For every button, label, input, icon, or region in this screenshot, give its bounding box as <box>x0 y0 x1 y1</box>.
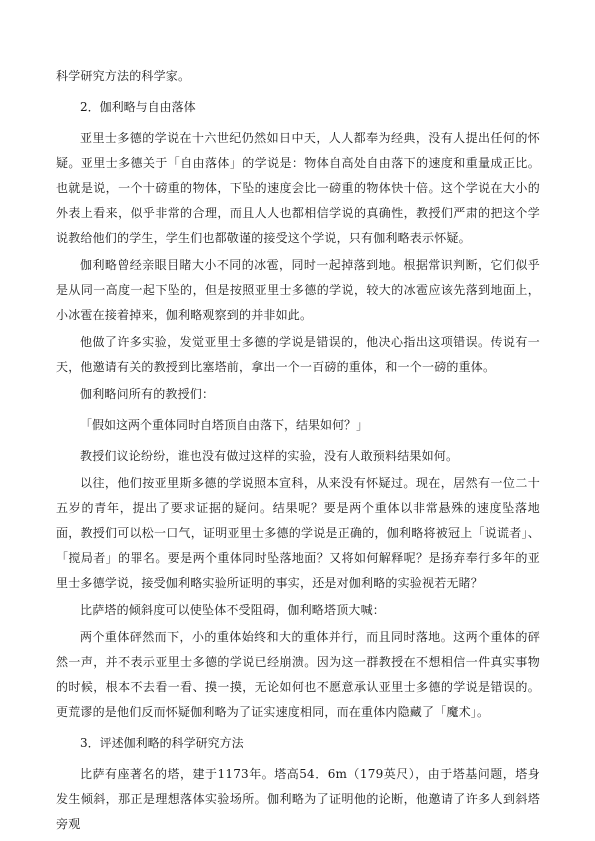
quote-question: 「假如这两个重体同时自塔顶自由落下，结果如何？」 <box>80 418 369 432</box>
section-heading-galileo-free-fall: 2．伽利略与自由落体 <box>80 100 196 114</box>
document-page <box>56 64 540 839</box>
paragraph-doubt-question: 以往，他们按亚里斯多德的学说照本宣科，从来没有怀疑过。现在，居然有一位二十五岁的青年，提出了要求证据的疑问。结果呢？要是两个重体以非常悬殊的速度坠落地面，教授们可以松一口气，证明亚里士多德的学说是正确的，伽利略将被冠上「说谎者」、「搅局者」的罪名。要是两个重体同时坠落地面？又将如何解释呢？是扬弃奉行多年的亚里士多德学说，接受伽利略实验所证明的事实，还是对伽利略的实验视若无睹？ <box>56 476 540 590</box>
paragraph-galileo-asks: 伽利略问所有的教授们： <box>80 387 215 401</box>
paragraph-intro: 科学研究方法的科学家。 <box>56 69 191 83</box>
paragraph-aristotle-theory: 亚里士多德的学说在十六世纪仍然如日中天，人人都奉为经典，没有人提出任何的怀疑。亚里士多德关于「自由落体」的学说是：物体自高处自由落下的速度和重量成正比。也就是说，一个十磅重的物体，下坠的速度会比一磅重的物体快十倍。这个学说在大小的外表上看来，似乎非常的合理，而且人人也都相信学说的真确性，教授们严肃的把这个学说教给他们的学生，学生们也都敬谨的接受这个学说，只有伽利略表示怀疑。 <box>56 131 540 245</box>
paragraph-hailstones: 伽利略曾经亲眼目睹大小不同的冰雹，同时一起掉落到地。根据常识判断，它们似乎是从同一高度一起下坠的，但是按照亚里士多德的学说，较大的冰雹应该先落到地面上，小冰雹在接着掉来，伽利略观察到的并非如此。 <box>56 258 540 322</box>
paragraph-bodies-fall: 两个重体砰然而下，小的重体始终和大的重体并行，而且同时落地。这两个重体的砰然一声，并不表示亚里士多德的学说已经崩溃。因为这一群教授在不想相信一件真实事物的时候，根本不去看一看、摸一摸，无论如何也不愿意承认亚里士多德的学说是错误的。更荒谬的是他们反而怀疑伽利略为了证实速度相同，而在重体内隐藏了「魔术」。 <box>56 630 540 719</box>
paragraph-pisa-tower: 比萨有座著名的塔，建于1173年。塔高54．6m（179英尺），由于塔基问题，塔身发生倾斜，那正是理想落体实验场所。伽利略为了证明他的论断，他邀请了许多人到斜塔旁观 <box>56 767 540 831</box>
paragraph-experiment-invite: 他做了许多实验，发觉亚里士多德的学说是错误的，他决心指出这项错误。传说有一天，他邀请有关的教授到比塞塔前，拿出一个一百磅的重体，和一个一磅的重体。 <box>56 335 540 374</box>
paragraph-tower-shout: 比萨塔的倾斜度可以使坠体不受阻碍，伽利略塔顶大喊： <box>80 603 386 617</box>
paragraph-professors-discuss: 教授们议论纷纷，谁也没有做过这样的实验，没有人敢预料结果如何。 <box>80 449 459 463</box>
section-heading-method-review: 3．评述伽利略的科学研究方法 <box>80 736 244 750</box>
